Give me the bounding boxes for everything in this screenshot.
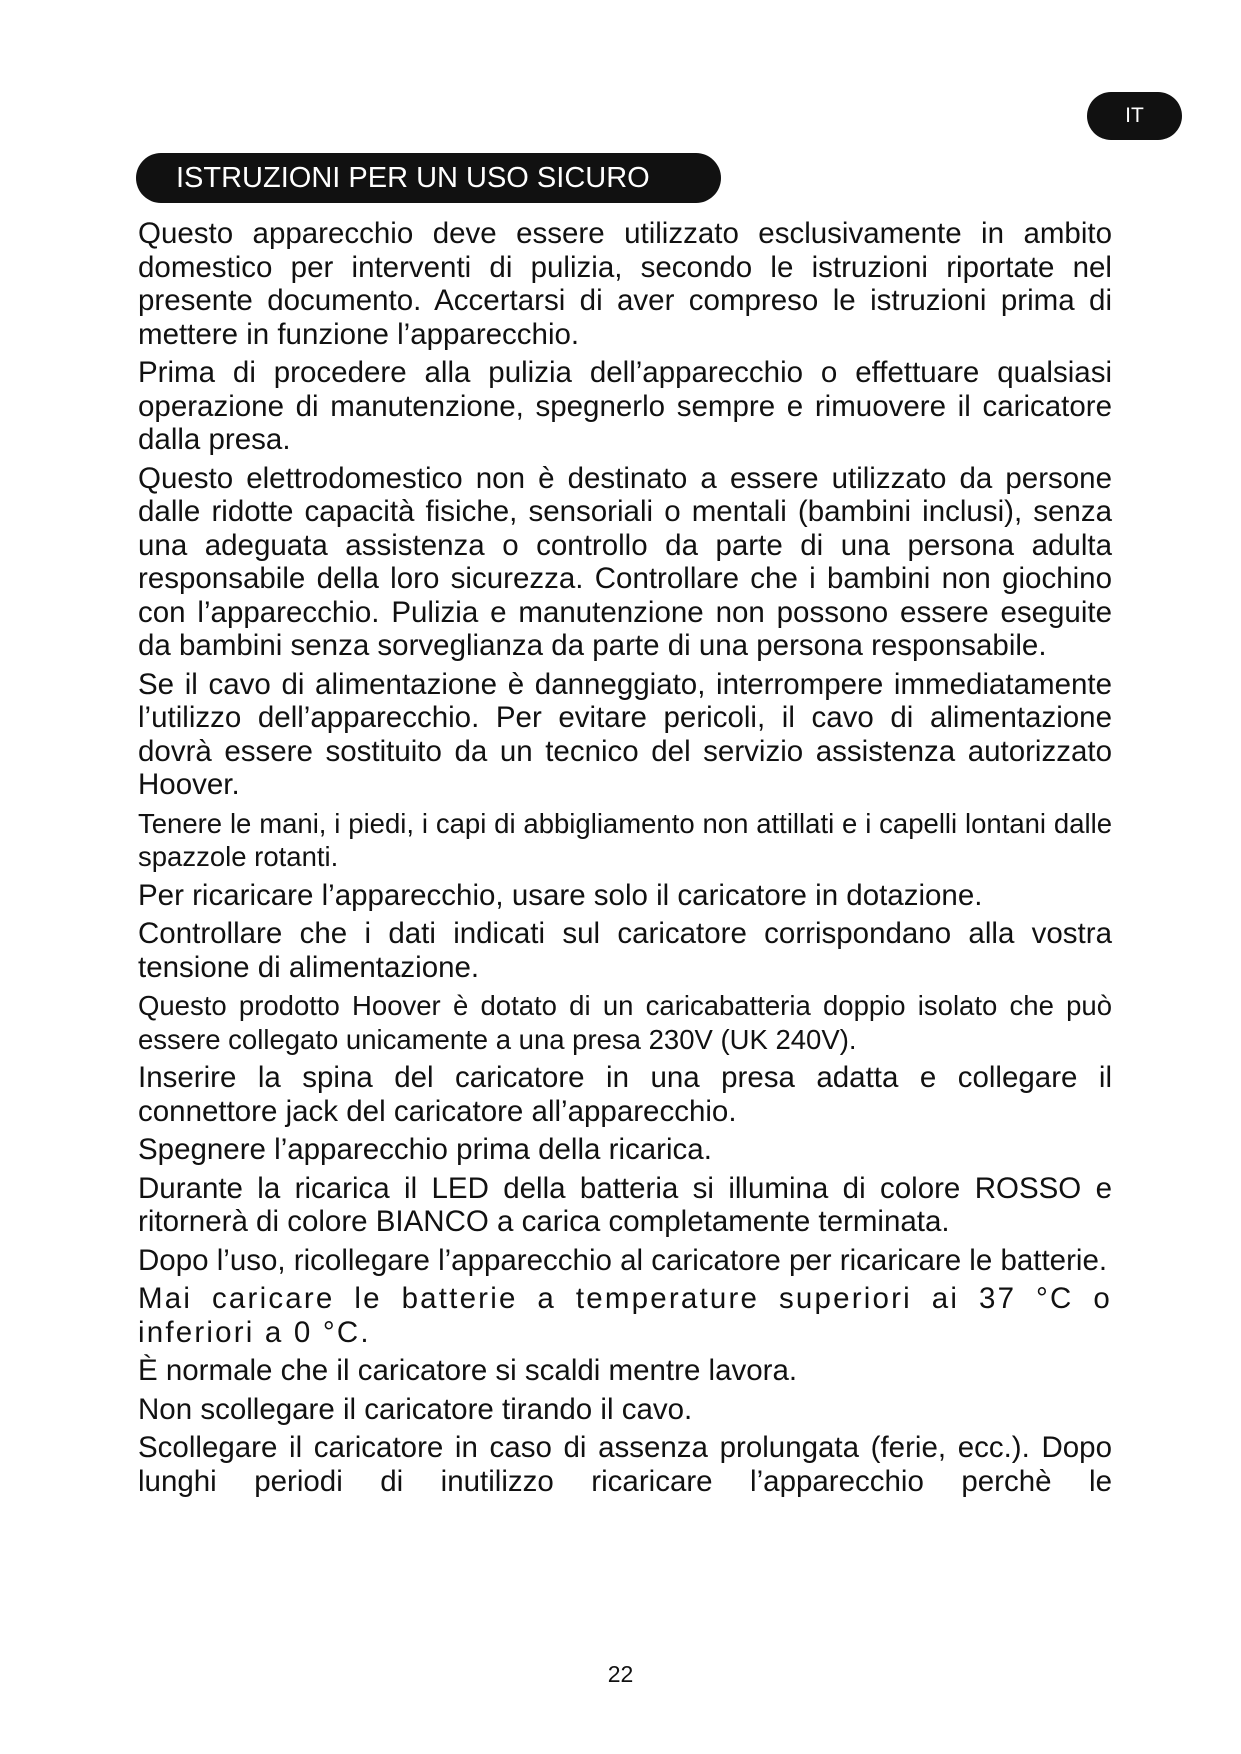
paragraph-long-absence: Scollegare il caricatore in caso di assenza prolungata (ferie, ecc.). Dopo lunghi periodi di inutilizzo ricaricare l’apparecchio perchè le	[138, 1431, 1112, 1498]
paragraph-unplug-cable: Non scollegare il caricatore tirando il cavo.	[138, 1392, 693, 1426]
paragraph-led-status: Durante la ricarica il LED della batteria si illumina di colore ROSSO e ritornerà di colore BIANCO a carica completamente terminata.	[138, 1171, 1112, 1238]
paragraph-after-use: Dopo l’uso, ricollegare l’apparecchio al caricatore per ricaricare le batterie.	[138, 1243, 1108, 1277]
instructions-body	[138, 217, 1112, 1498]
paragraph-maintenance: Prima di procedere alla pulizia dell’apparecchio o effettuare qualsiasi operazione di manutenzione, spegnerlo sempre e rimuovere il caricatore dalla presa.	[138, 356, 1112, 456]
paragraph-voltage-check: Controllare che i dati indicati sul caricatore corrispondano alla vostra tensione di alimentazione.	[138, 917, 1112, 984]
paragraph-rotating-brushes: Tenere le mani, i piedi, i capi di abbigliamento non attillati e i capelli lontani dalle spazzole rotanti.	[138, 807, 1112, 872]
page-number: 22	[607, 1661, 634, 1687]
paragraph-double-insulated: Questo prodotto Hoover è dotato di un caricabatteria doppio isolato che può essere collegato unicamente a una presa 230V (UK 240V).	[138, 990, 1112, 1055]
paragraph-damaged-cable: Se il cavo di alimentazione è danneggiato, interrompere immediatamente l’utilizzo dell’apparecchio. Per evitare pericoli, il cavo di alimentazione dovrà essere sostituito da un tecnico del servizio assistenza autorizzato Hoover.	[138, 667, 1112, 801]
paragraph-children: Questo elettrodomestico non è destinato a essere utilizzato da persone dalle ridotte capacità fisiche, sensoriali o mentali (bambini inclusi), senza una adeguata assistenza o controllo da parte di una persona adulta responsabile della loro sicurezza. Controllare che i bambini non giochino con l’apparecchio. Pulizia e manutenzione non possono essere eseguite da bambini senza sorveglianza da parte di una persona responsabile.	[138, 461, 1112, 662]
language-badge: IT	[1087, 92, 1182, 140]
paragraph-supplied-charger: Per ricaricare l’apparecchio, usare solo il caricatore in dotazione.	[138, 878, 983, 912]
section-title: ISTRUZIONI PER UN USO SICURO	[136, 153, 721, 203]
paragraph-switch-off: Spegnere l’apparecchio prima della ricarica.	[138, 1133, 712, 1166]
paragraph-domestic-use: Questo apparecchio deve essere utilizzato esclusivamente in ambito domestico per interventi di pulizia, secondo le istruzioni riportate nel presente documento. Accertarsi di aver compreso le istruzioni prima di mettere in funzione l’apparecchio.	[138, 217, 1112, 351]
paragraph-temperature: Mai caricare le batterie a temperature superiori ai 37 °C o inferiori a 0 °C.	[138, 1282, 1112, 1349]
paragraph-charger-warm: È normale che il caricatore si scaldi mentre lavora.	[138, 1354, 798, 1387]
paragraph-connect-charger: Inserire la spina del caricatore in una presa adatta e collegare il connettore jack del caricatore all’apparecchio.	[138, 1061, 1112, 1128]
